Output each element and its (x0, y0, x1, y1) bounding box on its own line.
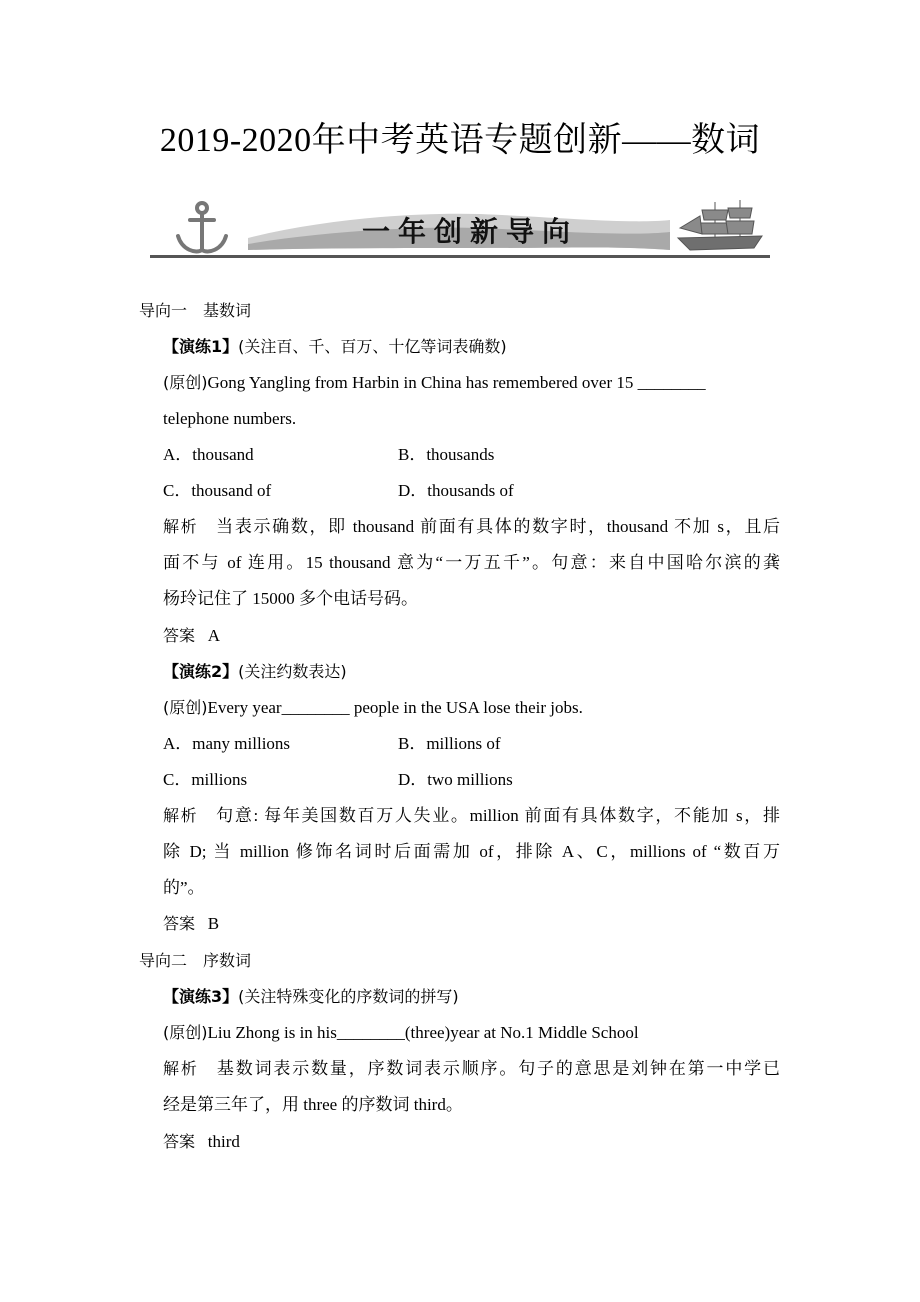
analysis-line (163, 805, 780, 827)
question-line: telephone numbers. (163, 409, 297, 428)
question-text (163, 1022, 639, 1044)
exercise-focus: (关注特殊变化的序数词的拼写) (238, 987, 459, 1006)
section-banner (150, 198, 770, 260)
question-tag: (原创) (163, 1023, 208, 1042)
exercise-header (163, 661, 347, 683)
exercise-header (163, 986, 459, 1008)
question-text (163, 372, 706, 394)
analysis-text: 句意: 每年美国数百万人失业。million 前面有具体数字，不能加 s，排 (216, 806, 780, 825)
answer-line (163, 913, 219, 935)
exercise-focus: (关注百、千、百万、十亿等词表确数) (238, 337, 507, 356)
exercise-label: 【演练2】 (163, 662, 239, 681)
option-a: A．thousand (163, 445, 254, 464)
exercise-header (163, 336, 507, 358)
analysis-line: 杨玲记住了 15000 多个电话号码。 (163, 589, 418, 608)
question-line: Gong Yangling from Harbin in China has remembered over 15 ________ (207, 373, 706, 392)
option-d: D．thousands of (398, 481, 514, 500)
option-b: B．thousands (398, 445, 495, 464)
analysis-label: 解析 (163, 517, 199, 536)
exercise-label: 【演练3】 (163, 987, 239, 1006)
analysis-label: 解析 (163, 806, 199, 825)
answer-value: B (207, 914, 220, 933)
analysis-text: 当表示确数，即 thousand 前面有具体的数字时，thousand 不加 s，且后 (216, 517, 781, 536)
analysis-line: 经是第三年了，用 three 的序数词 third。 (163, 1095, 463, 1114)
option-a: A．many millions (163, 734, 291, 753)
question-line: Liu Zhong is in his________(three)year at No.1 Middle School (207, 1023, 639, 1042)
answer-line (163, 625, 220, 647)
page-title: 2019-2020年中考英语专题创新——数词 (159, 122, 761, 159)
analysis-label: 解析 (163, 1059, 199, 1078)
ship-icon (678, 200, 762, 250)
exercise-label: 【演练1】 (163, 337, 239, 356)
question-text (163, 697, 583, 719)
option-d: D．two millions (398, 770, 513, 789)
answer-line (163, 1131, 240, 1153)
exercise-focus: (关注约数表达) (238, 662, 347, 681)
question-line: Every year________ people in the USA lose their jobs. (207, 698, 583, 717)
anchor-icon (178, 203, 226, 251)
answer-value: third (207, 1132, 240, 1151)
option-c: C．millions (163, 770, 248, 789)
answer-label: 答案 (163, 914, 196, 933)
banner-text: 一年创新导向 (361, 215, 578, 248)
analysis-line: 面不与 of 连用。15 thousand 意为“一万五千”。句意：来自中国哈尔滨的龚 (163, 553, 780, 572)
option-b: B．millions of (398, 734, 501, 753)
question-tag: (原创) (163, 373, 208, 392)
banner-rule (150, 255, 770, 258)
analysis-line (163, 1058, 780, 1080)
answer-value: A (207, 626, 221, 645)
section-heading: 导向二 序数词 (139, 951, 252, 970)
analysis-text: 基数词表示数量，序数词表示顺序。句子的意思是刘钟在第一中学已 (216, 1059, 781, 1078)
option-c: C．thousand of (163, 481, 272, 500)
answer-label: 答案 (163, 1132, 196, 1151)
answer-label: 答案 (163, 626, 196, 645)
analysis-line: 的”。 (163, 878, 205, 897)
question-tag: (原创) (163, 698, 208, 717)
section-heading: 导向一 基数词 (139, 301, 252, 320)
analysis-line: 除 D; 当 million 修饰名词时后面需加 of，排除 A、C，millions of “数百万 (163, 842, 780, 861)
analysis-line (163, 516, 780, 538)
